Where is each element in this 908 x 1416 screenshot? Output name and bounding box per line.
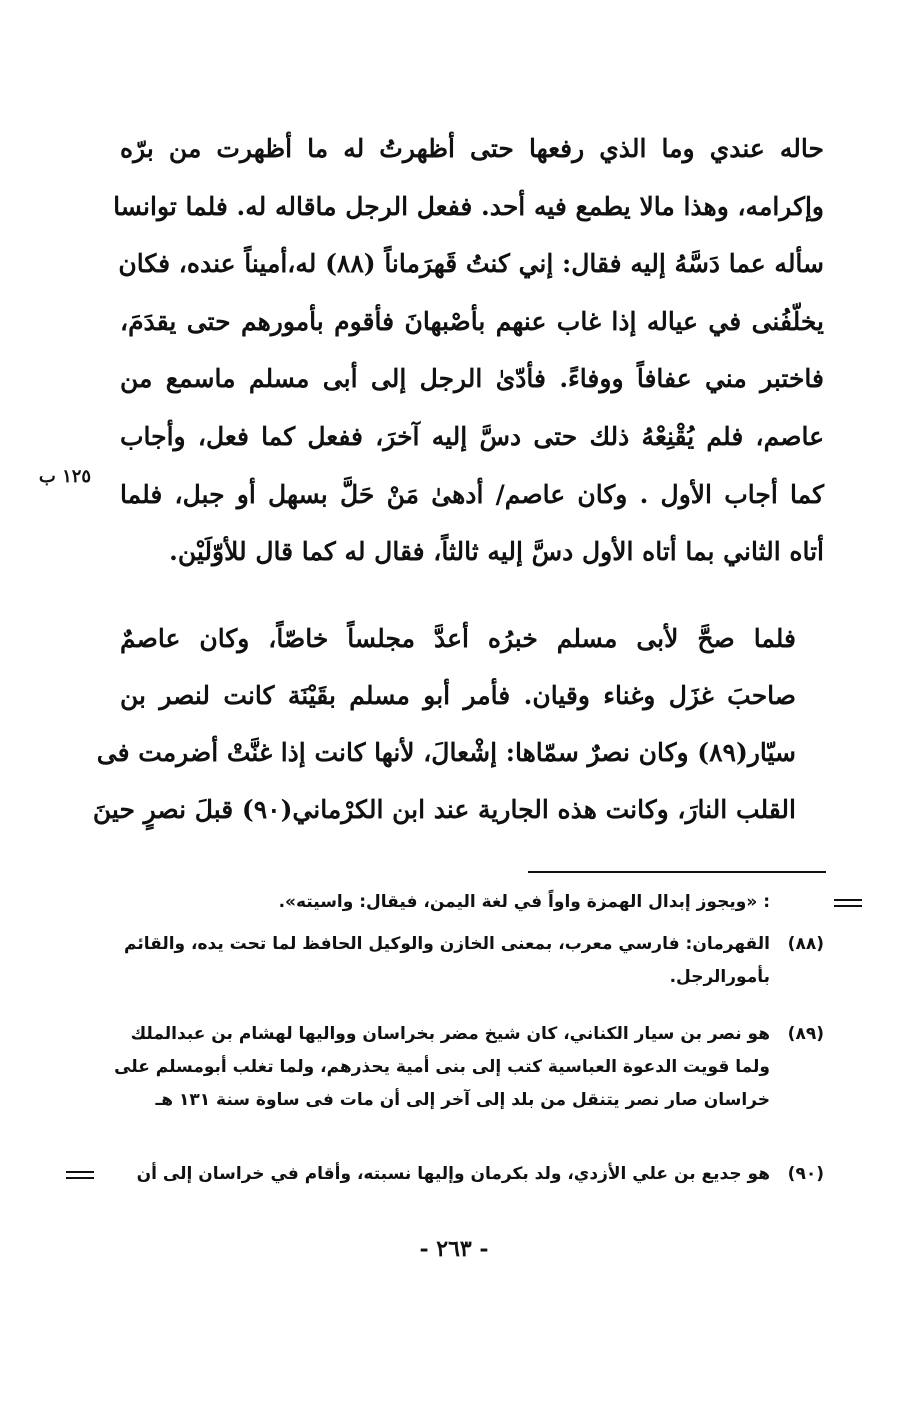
text-line: عاصم، فلم يُقْنِعْهُ ذلك حتى دسَّ إليه آخرَ، ففعل كما فعل، وأجاب [120,421,824,451]
paragraph-1 [113,120,824,581]
text-line: سأله عما دَسَّهُ إليه فقال: إني كنتُ قَهرَماناً (٨٨) له،أميناً عنده، فكان [118,249,824,279]
page-number: - ٢٦٣ - [419,1236,489,1262]
footnote [110,886,830,919]
footnote-88 [110,928,830,994]
footnote [110,928,830,994]
footnote-number: (٩٠) [787,1164,824,1184]
paragraph-2 [92,610,824,838]
footnote-number: (٨٩) [787,1024,824,1044]
footnote-separator [528,871,826,873]
footnote-line: ولما قويت الدعوة العباسية كتب إلى بنى أمية يحذرهم، ولما تغلب أبومسلم على [114,1057,770,1077]
continuation-mark-icon [834,899,862,907]
footnote-line: القهرمان: فارسي معرب، بمعنى الخازن والوكيل الحافظ لما تحت يده، والقائم [124,934,770,954]
footnote-line: خراسان صار نصر يتنقل من بلد إلى آخر إلى أن مات فى ساوة سنة ١٣١ هـ [155,1090,770,1110]
footnote-90 [110,1158,830,1191]
manuscript-folio-note: ١٢٥ ب [38,466,92,487]
text-line: صاحبَ غزَل وغناء وقيان. فأمر أبو مسلم بقَيْنَة كانت لنصر بن [120,681,796,710]
footnote-line: : «ويجوز إبدال الهمزة واواً في لغة اليمن، فيقال: واسيته». [278,892,770,912]
footnote-number: (٨٨) [787,934,824,954]
text-line: فاختبر مني عفافاً ووفاءً. فأدّىٰ الرجل إلى أبى مسلم ماسمع من [120,364,824,394]
text-line: وإكرامه، وهذا مالا يطمع فيه أحد. ففعل الرجل ماقاله له. فلما توانسا [113,191,824,221]
text-line: سيّار(٨٩) وكان نصرٌ سمّاها: إشْعالَ، لأنها كانت إذا غنَّتْ أضرمت فى [96,738,796,767]
text-line: فلما صحَّ لأبى مسلم خبرُه أعدَّ مجلساً خاصّاً، وكان عاصمٌ [120,624,796,653]
text-line: القلب النارَ، وكانت هذه الجارية عند ابن الكرْماني(٩٠) قبلَ نصرٍ حينَ [92,795,796,824]
text-line: حاله عندي وما الذي رفعها حتى أظهرتُ له ما أظهرت من برّه [120,134,824,163]
footnote-89 [110,1018,830,1117]
text-line: يخلّفُنى في عياله إذا غاب عنهم بأصْبهانَ فأقوم بأمورهم حتى يقدَمَ، [120,306,824,336]
footnote-line: بأمورالرجل. [669,967,770,987]
text-line: كما أجاب الأول . وكان عاصم/ أدهىٰ مَنْ حَلَّ بسهل أو جبل، فلما [120,479,824,509]
footnote [110,1158,830,1191]
footnote-line: هو نصر بن سيار الكناني، كان شيخ مضر بخراسان وواليها لهشام بن عبدالملك [130,1024,770,1044]
footnote-line: هو جديع بن علي الأزدي، ولد بكرمان وإليها نسبته، وأقام في خراسان إلى أن [136,1164,770,1184]
footnote [110,1018,830,1117]
text-line: أتاه الثاني بما أتاه الأول دسَّ إليه ثالثاً، فقال له كما قال للأوّلَيْن. [169,537,824,567]
continuation-mark-icon [66,1171,94,1179]
footnote-continuation [110,886,830,919]
